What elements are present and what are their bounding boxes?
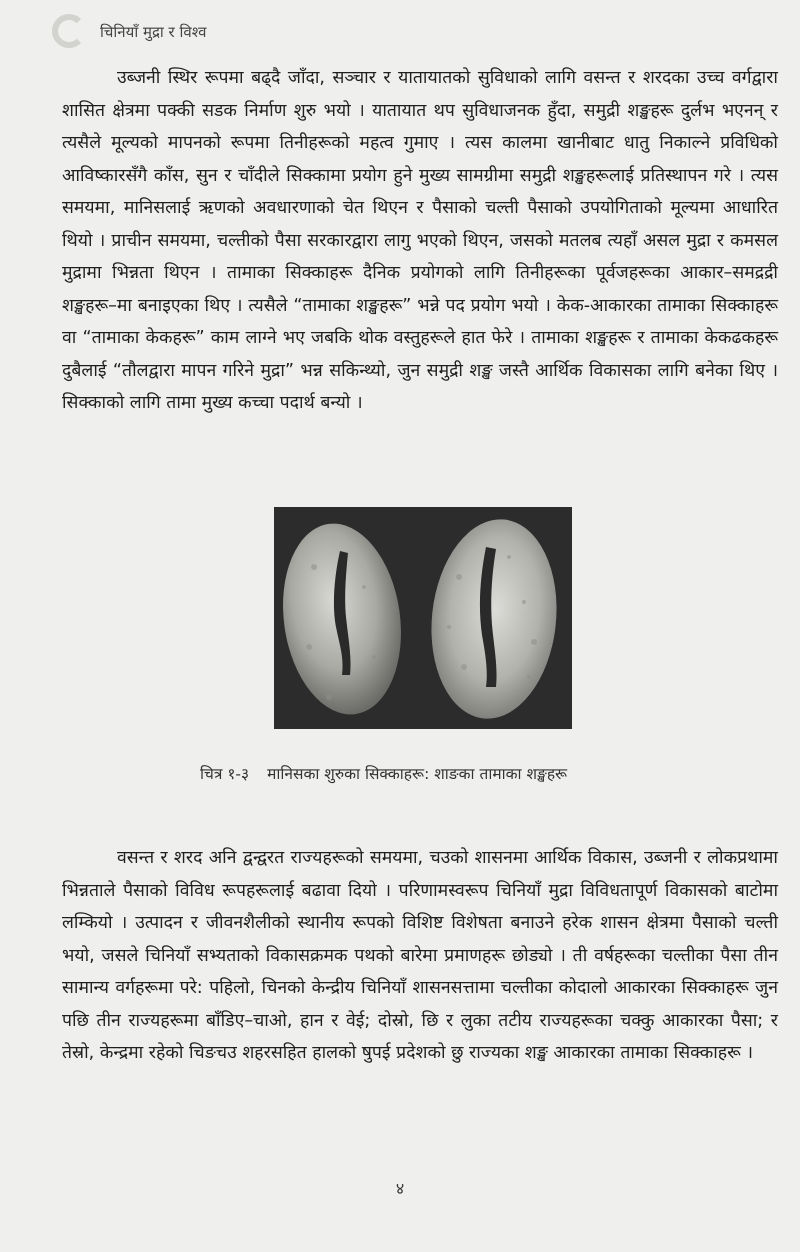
page-number: ४ <box>395 1179 405 1198</box>
running-header <box>0 0 800 60</box>
figure-photo-copper-shells <box>274 507 572 729</box>
paragraph-2: वसन्त र शरद अनि द्वन्द्वरत राज्यहरूको समयमा, चउको शासनमा आर्थिक विकास, उब्जनी र लोकप्रथामा भिन्नताले पैसाको विविध रूपहरूलाई बढावा दियो । परिणामस्वरूप चिनियाँ मुद्रा विविधतापूर्ण विकासको बाटोमा लम्कियो । उत्पादन र जीवनशैलीको स्थानीय रूपको विशिष्ट विशेषता बनाउने हरेक शासन क्षेत्रमा पैसाको चल्ती भयो, जसले चिनियाँ सभ्यताको विकासक्रमक पथको बारेमा प्रमाणहरू छोड्यो । ती वर्षहरूका चल्तीका पैसा तीन सामान्य वर्गहरूमा परे: पहिलो, चिनको केन्द्रीय चिनियाँ शासनसत्तामा चल्तीका कोदालो आकारका सिक्काहरू जुन पछि तीन राज्यहरूमा बाँडिए–चाओ, हान र वेई; दोस्रो, छि र लुका तटीय राज्यहरूका चक्कु आकारका पैसा; र तेस्रो, केन्द्रमा रहेको चिङचउ शहरसहित हालको षुपई प्रदेशको छु राज्यका शङ्ख आकारका तामाका सिक्काहरू । <box>62 848 778 1063</box>
figure-caption-text: मानिसका शुरुका सिक्काहरू: शाङका तामाका शङ्खहरू <box>267 765 568 783</box>
header-title: चिनियाँ मुद्रा र विश्व <box>100 23 207 41</box>
paragraph-1: उब्जनी स्थिर रूपमा बढ्दै जाँदा, सञ्चार र यातायातको सुविधाको लागि वसन्त र शरदका उच्च वर्गद्वारा शासित क्षेत्रमा पक्की सडक निर्माण शुरु भयो । यातायात थप सुविधाजनक हुँदा, समुद्री शङ्खहरू दुर्लभ भएनन् र त्यसैले मूल्यको मापनको रूपमा तिनीहरूको महत्व गुमाए । त्यस कालमा खानीबाट धातु निकाल्ने प्रविधिको आविष्कारसँगै काँस, सुन र चाँदीले सिक्कामा प्रयोग हुने मुख्य सामग्रीमा समुद्री शङ्खहरूलाई प्रतिस्थापन गरे । त्यस समयमा, मानिसलाई ऋणको अवधारणाको चेत थिएन र पैसाको चल्ती पैसाको उपयोगिताको मूल्यमा आधारित थियो । प्राचीन समयमा, चल्तीको पैसा सरकारद्वारा लागु भएको थिएन, जसको मतलब त्यहाँ असल मुद्रा र कमसल मुद्रामा भिन्नता थिएन । तामाका सिक्काहरू दैनिक प्रयोगको लागि तिनीहरूका पूर्वजहरूका आकार–समद्रद्री शङ्खहरू–मा बनाइएका थिए । त्यसैले “तामाका शङ्खहरू” भन्ने पद प्रयोग भयो । केक-आकारका तामाका सिक्काहरू वा “तामाका केकहरू” काम लाग्ने भए जबकि थोक वस्तुहरूले हात फेरे । तामाका शङ्खहरू र तामाका केकढकहरू दुबैलाई “तौलद्वारा मापन गरिने मुद्रा” भन्न सकिन्थ्यो, जुन समुद्री शङ्ख जस्तै आर्थिक विकासका लागि बनेका थिए । सिक्काको लागि तामा मुख्य कच्चा पदार्थ बन्यो । <box>62 68 778 413</box>
figure-caption <box>200 762 567 784</box>
header-ornament <box>52 14 86 48</box>
coin-photo <box>274 507 572 729</box>
figure-number: चित्र १-३ <box>200 765 250 783</box>
